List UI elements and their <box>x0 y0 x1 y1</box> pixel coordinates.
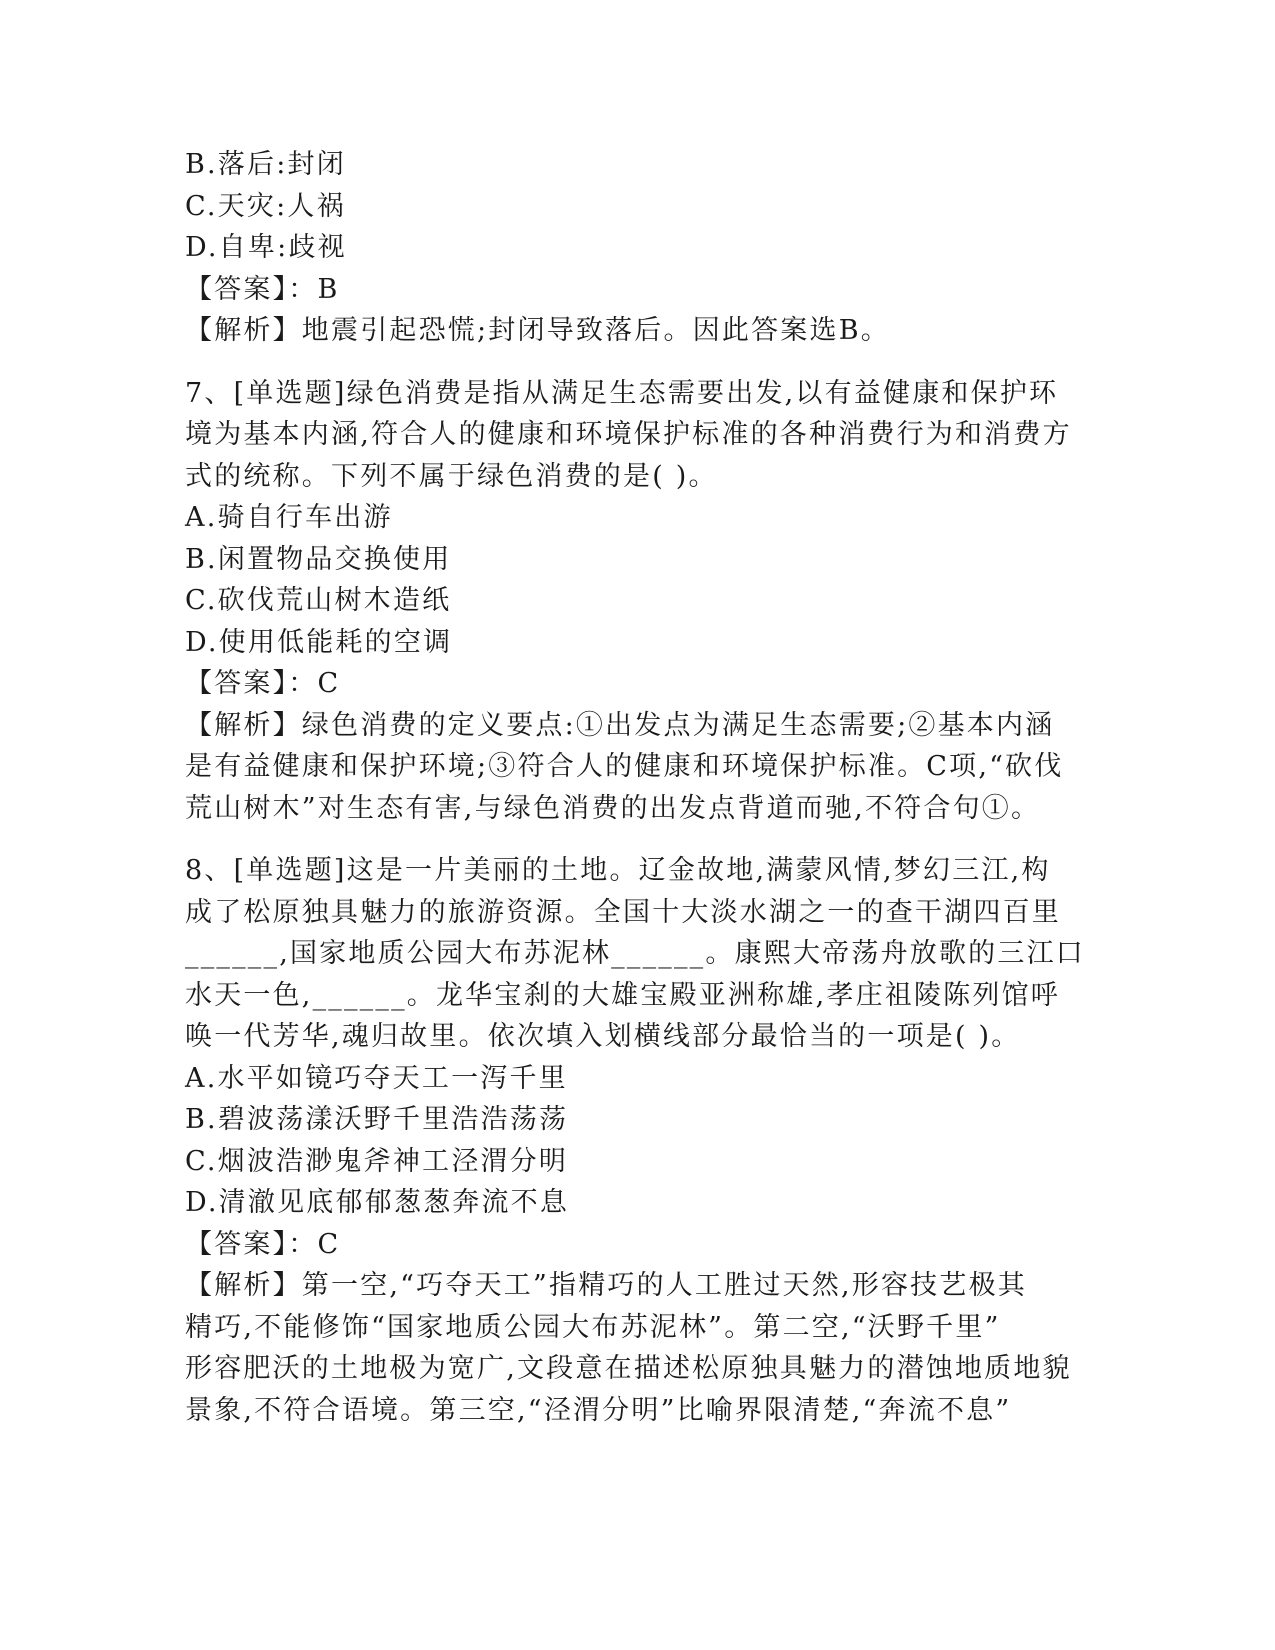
analysis-line: 是有益健康和保护环境;③符合人的健康和环境保护标准。C项,“砍伐 <box>185 751 1064 782</box>
analysis-line: 景象,不符合语境。第三空,“泾渭分明”比喻界限清楚,“奔流不息” <box>185 1394 1012 1426</box>
question-7 <box>185 373 1090 830</box>
option-a: A.水平如镜巧夺天工一泻千里 <box>185 1062 568 1094</box>
question-stem-line: 水天一色,______。龙华宝刹的大雄宝殿亚洲称雄,孝庄祖陵陈列馆呼 <box>185 979 1060 1011</box>
option-d: D.自卑:歧视 <box>185 232 347 263</box>
question-stem-line: 唤一代芳华,魂归故里。依次填入划横线部分最恰当的一项是( )。 <box>185 1021 1021 1052</box>
answer: 【答案】：B <box>185 273 340 305</box>
answer: 【答案】：C <box>185 668 341 699</box>
option-a: A.骑自行车出游 <box>185 502 393 533</box>
analysis-line: 【解析】第一空,“巧夺天工”指精巧的人工胜过天然,形容技艺极其 <box>185 1270 1027 1301</box>
question-stem-line: ______,国家地质公园大布苏泥林______。康熙大帝荡舟放歌的三江口 <box>185 938 1085 969</box>
question-stem-line: 境为基本内涵,符合人的健康和环境保护标准的各种消费行为和消费方 <box>185 419 1072 450</box>
option-b: B.闲置物品交换使用 <box>185 543 452 575</box>
option-d: D.清澈见底郁郁葱葱奔流不息 <box>185 1187 570 1218</box>
document-page <box>185 144 1090 1431</box>
option-c: C.烟波浩渺鬼斧神工泾渭分明 <box>185 1145 569 1177</box>
option-c: C.天灾:人祸 <box>185 190 346 222</box>
question-stem-line: 7、[单选题]绿色消费是指从满足生态需要出发,以有益健康和保护环 <box>185 377 1059 409</box>
question-stem-line: 8、[单选题]这是一片美丽的土地。辽金故地,满蒙风情,梦幻三江,构 <box>185 855 1051 886</box>
answer: 【答案】：C <box>185 1228 341 1260</box>
analysis-line: 【解析】地震引起恐慌;封闭导致落后。因此答案选B。 <box>185 315 890 346</box>
analysis-line: 形容肥沃的土地极为宽广,文段意在描述松原独具魅力的潜蚀地质地貌 <box>185 1353 1072 1384</box>
question-6 <box>185 144 1090 352</box>
question-stem-line: 式的统称。下列不属于绿色消费的是( )。 <box>185 460 718 492</box>
analysis-line: 【解析】绿色消费的定义要点:①出发点为满足生态需要;②基本内涵 <box>185 709 1055 741</box>
option-b: B.碧波荡漾沃野千里浩浩荡荡 <box>185 1104 569 1135</box>
analysis-line: 精巧,不能修饰“国家地质公园大布苏泥林”。第二空,“沃野千里” <box>185 1311 1001 1343</box>
question-8 <box>185 850 1090 1431</box>
analysis-line: 荒山树木”对生态有害,与绿色消费的出发点背道而驰,不符合句①。 <box>185 792 1041 824</box>
option-d: D.使用低能耗的空调 <box>185 626 453 658</box>
option-b: B.落后:封闭 <box>185 149 346 180</box>
question-stem-line: 成了松原独具魅力的旅游资源。全国十大淡水湖之一的查干湖四百里 <box>185 896 1061 928</box>
option-c: C.砍伐荒山树木造纸 <box>185 585 452 616</box>
